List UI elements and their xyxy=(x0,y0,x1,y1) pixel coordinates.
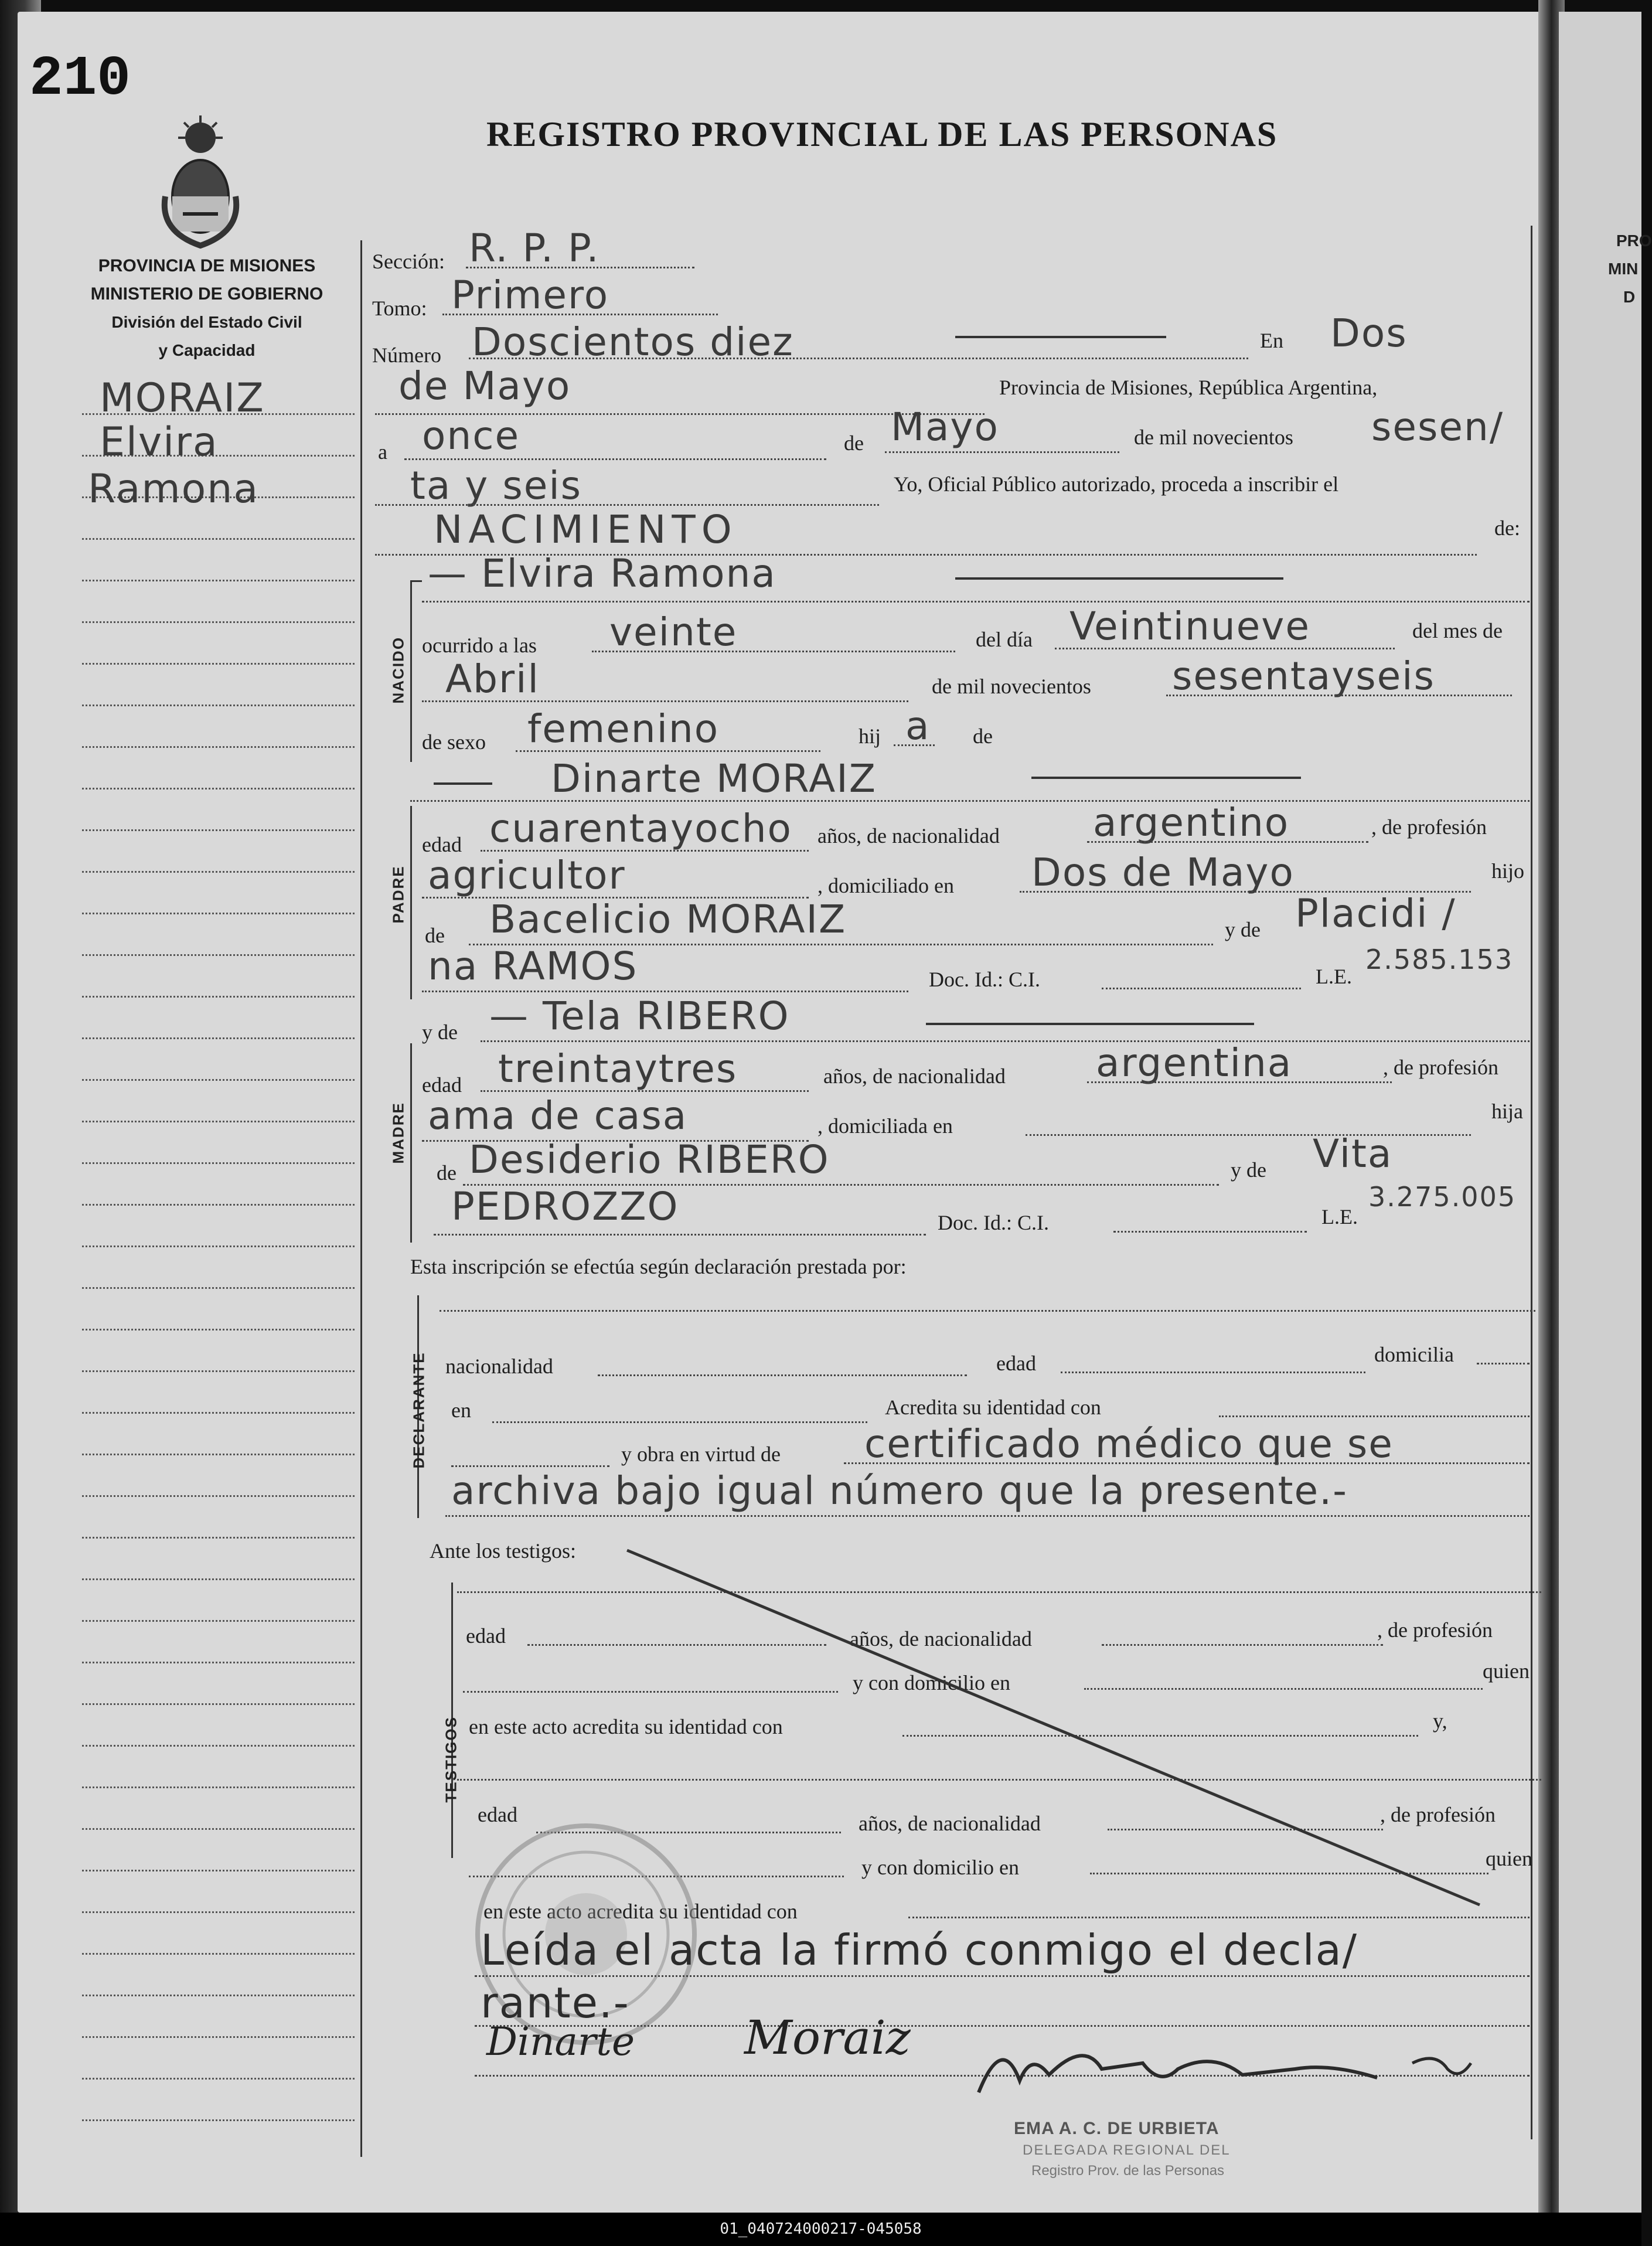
father-hijo-label: hijo xyxy=(1491,859,1525,883)
margin-rule-line xyxy=(82,1162,355,1164)
closing-line-1-rule xyxy=(475,1975,1530,1977)
birth-year-line xyxy=(1166,695,1512,696)
page-number: 210 xyxy=(29,47,131,111)
father-edad-value: cuarentayocho xyxy=(489,806,792,851)
declarante-name-line xyxy=(440,1310,1535,1312)
hour-value: veinte xyxy=(609,610,738,655)
testigo2-nac-label: años, de nacionalidad xyxy=(859,1812,1041,1835)
mother-edad-value: treintaytres xyxy=(498,1046,738,1091)
a-label: a xyxy=(378,440,387,464)
mother-nac-line xyxy=(1087,1081,1392,1083)
father-name-line xyxy=(410,800,1530,802)
declarante-acredita-line xyxy=(1219,1415,1530,1417)
margin-rule-line xyxy=(82,913,355,914)
hij-de-label: de xyxy=(973,724,993,748)
margin-rule-line xyxy=(82,705,355,706)
declarante-obra-line xyxy=(844,1462,1530,1464)
maternal-grandmother-1: Vita xyxy=(1313,1131,1393,1176)
month-value: Mayo xyxy=(891,404,999,450)
father-dom-label: , domiciliado en xyxy=(818,874,954,897)
mother-prof-value: ama de casa xyxy=(428,1093,688,1138)
margin-rule-line xyxy=(82,1703,355,1705)
maternal-grandmother-2: PEDROZZO xyxy=(451,1184,679,1229)
numero-value: Doscientos diez xyxy=(472,319,794,365)
seccion-label: Sección: xyxy=(372,250,445,273)
numero-label: Número xyxy=(372,343,441,367)
official-stamp-name: EMA A. C. DE URBIETA xyxy=(1014,2119,1220,2138)
testigo2-acredita-line xyxy=(908,1917,1530,1918)
declarant-signature-1: Dinarte xyxy=(486,2019,635,2064)
margin-rule-line xyxy=(82,1662,355,1663)
testigo2-acredita-label: en este acto acredita su identidad con xyxy=(483,1900,798,1923)
adjacent-page-text: MIN xyxy=(1608,260,1639,278)
hij-value: a xyxy=(905,703,931,748)
nacido-bracket xyxy=(410,580,412,762)
padre-dash-left xyxy=(434,782,492,785)
form-left-border xyxy=(360,240,362,2157)
declarante-dom-line-tail xyxy=(1477,1363,1530,1364)
nacido-bracket-top xyxy=(410,580,422,582)
mother-de-label: de xyxy=(437,1161,457,1185)
padre-section-label: PADRE xyxy=(389,865,407,924)
mother-hija-label: hija xyxy=(1491,1100,1523,1123)
margin-given-name: Elvira xyxy=(100,419,219,465)
en-value: Dos xyxy=(1330,311,1408,356)
year-value-2: ta y seis xyxy=(410,463,583,508)
province-text: Provincia de Misiones, República Argentina, xyxy=(999,376,1378,399)
declarante-obra-label: y obra en virtud de xyxy=(621,1442,781,1466)
father-edad-line xyxy=(481,850,809,852)
en-label: En xyxy=(1260,329,1283,352)
mother-doc-line xyxy=(1113,1231,1307,1233)
father-nac-line xyxy=(1087,841,1368,843)
margin-rule-line xyxy=(82,2119,355,2121)
birth-month-line xyxy=(422,700,908,702)
declarante-obra-value-1: certificado médico que se xyxy=(864,1421,1394,1466)
father-name: Dinarte MORAIZ xyxy=(551,756,877,801)
nacido-section-label: NACIDO xyxy=(389,636,407,704)
day-line xyxy=(404,458,826,460)
father-doc-line xyxy=(1102,988,1301,989)
father-doc-label: Doc. Id.: C.I. xyxy=(929,968,1040,991)
issuer-block xyxy=(78,252,336,365)
declarant-signature-2: Moraiz xyxy=(744,2010,911,2065)
declarante-en-line xyxy=(492,1421,867,1423)
testigo2-edad-label: edad xyxy=(478,1803,517,1826)
page-title: REGISTRO PROVINCIAL DE LAS PERSONAS xyxy=(486,115,1278,154)
mother-nac-label: años, de nacionalidad xyxy=(823,1064,1006,1088)
de-label: de xyxy=(844,431,864,455)
adjacent-page-text: D xyxy=(1623,288,1636,306)
margin-rule-line xyxy=(82,1245,355,1247)
margin-rule-line xyxy=(82,1412,355,1414)
father-de-label: de xyxy=(425,924,445,947)
ocurrido-label: ocurrido a las xyxy=(422,634,537,657)
mother-name-line xyxy=(481,1040,1530,1042)
birth-day-line xyxy=(1055,648,1395,649)
padre-bracket xyxy=(410,806,412,999)
mother-edad-label: edad xyxy=(422,1073,462,1097)
paternal-grandfather: Bacelicio MORAIZ xyxy=(489,897,847,942)
margin-rule-line xyxy=(82,1578,355,1580)
birth-year-label: de mil novecientos xyxy=(932,675,1091,698)
oficial-text: Yo, Oficial Público autorizado, proceda a inscribir el xyxy=(894,472,1339,496)
testigos-section-label: TESTIGOS xyxy=(442,1716,460,1803)
testigo1-nac-label: años, de nacionalidad xyxy=(850,1627,1032,1651)
mother-dom-line xyxy=(1026,1134,1471,1136)
margin-rule-line xyxy=(82,954,355,956)
hij-label: hij xyxy=(859,724,881,748)
margin-rule-line xyxy=(82,1911,355,1913)
del-dia-label: del día xyxy=(976,628,1033,651)
mother-y-de-label: y de xyxy=(1231,1158,1266,1182)
madre-dash xyxy=(926,1023,1254,1025)
tomo-value: Primero xyxy=(451,273,609,318)
margin-rule-line xyxy=(82,1537,355,1539)
mother-le-value: 3.275.005 xyxy=(1368,1181,1517,1213)
madre-y-de-label: y de xyxy=(422,1020,458,1044)
mother-nac-value: argentina xyxy=(1096,1040,1293,1085)
act-value: NACIMIENTO xyxy=(434,507,738,552)
nacido-name-dash xyxy=(955,577,1283,580)
margin-rule-line xyxy=(82,746,355,748)
ministry-name: MINISTERIO DE GOBIERNO xyxy=(90,284,323,304)
place-value: de Mayo xyxy=(398,363,571,409)
declarante-obra-value-2: archiva bajo igual número que la presente.- xyxy=(451,1468,1348,1513)
numero-line xyxy=(469,358,1248,359)
margin-rule-line xyxy=(82,2036,355,2038)
mother-doc-label: Doc. Id.: C.I. xyxy=(938,1211,1049,1234)
del-mes-label: del mes de xyxy=(1412,619,1503,642)
margin-rule-line xyxy=(82,996,355,998)
mother-edad-line xyxy=(481,1090,809,1092)
margin-rule-line xyxy=(82,1786,355,1788)
margin-rule-line xyxy=(82,2078,355,2080)
father-nac-label: años, de nacionalidad xyxy=(818,824,1000,848)
father-le-label: L.E. xyxy=(1316,965,1352,988)
official-signature-icon xyxy=(967,2028,1506,2110)
mother-dom-label: , domiciliada en xyxy=(818,1114,953,1138)
margin-rule-line xyxy=(82,1287,355,1289)
madre-bracket xyxy=(410,1043,412,1243)
birth-year-value: sesentayseis xyxy=(1172,654,1435,699)
padre-dash-right xyxy=(1031,777,1301,779)
form-right-tail xyxy=(1531,2098,1532,2139)
sexo-line xyxy=(516,750,820,752)
father-prof-label: , de profesión xyxy=(1371,815,1487,839)
scan-id-footer: 01_040724000217-045058 xyxy=(0,2213,1641,2246)
declarante-nac-line xyxy=(598,1374,967,1376)
declarante-section-label: DECLARANTE xyxy=(410,1352,428,1469)
mother-le-label: L.E. xyxy=(1321,1205,1358,1229)
father-dom-value: Dos de Mayo xyxy=(1031,850,1295,895)
paternal-grandmother-1: Placidi / xyxy=(1295,891,1456,936)
province-name: PROVINCIA DE MISIONES xyxy=(98,256,316,275)
margin-rule-line xyxy=(82,580,355,581)
margin-rule-line xyxy=(82,1370,355,1372)
declarante-intro: Esta inscripción se efectúa según declaración prestada por: xyxy=(410,1255,907,1278)
de-colon-label: de: xyxy=(1494,516,1520,540)
sexo-value: femenino xyxy=(527,706,720,751)
margin-rule-line xyxy=(82,538,355,540)
hour-line xyxy=(592,651,955,652)
testigo1-y-label: y, xyxy=(1433,1709,1447,1733)
mother-name: — Tela RIBERO xyxy=(489,993,790,1039)
adjacent-page-text: PRO xyxy=(1616,232,1652,250)
margin-rule-line xyxy=(82,1454,355,1455)
declarante-edad-label: edad xyxy=(996,1352,1036,1375)
father-y-de-label: y de xyxy=(1225,918,1261,941)
closing-line-2: rante.- xyxy=(481,1978,630,2027)
madre-section-label: MADRE xyxy=(389,1102,407,1164)
sexo-label: de sexo xyxy=(422,730,486,754)
tomo-label: Tomo: xyxy=(372,297,427,320)
month-line xyxy=(885,451,1119,453)
declarante-nac-label: nacionalidad xyxy=(445,1355,553,1378)
margin-rule-line xyxy=(82,1329,355,1330)
margin-rule-line xyxy=(82,829,355,831)
father-le-value: 2.585.153 xyxy=(1365,944,1514,975)
official-stamp-title: DELEGADA REGIONAL DEL xyxy=(1023,2142,1231,2158)
birth-month-value: Abril xyxy=(445,656,540,702)
maternal-grandfather: Desiderio RIBERO xyxy=(469,1137,830,1182)
seccion-line xyxy=(466,267,694,268)
father-edad-label: edad xyxy=(422,833,462,856)
mother-prof-label: , de profesión xyxy=(1383,1056,1498,1079)
margin-rule-line xyxy=(82,1745,355,1747)
strike-through-line xyxy=(621,1541,1488,1917)
margin-surname: MORAIZ xyxy=(100,375,265,421)
margin-rule-line xyxy=(82,1620,355,1622)
margin-rule-line xyxy=(82,1828,355,1830)
paternal-grandmother-2: na RAMOS xyxy=(428,944,638,989)
coat-of-arms-icon xyxy=(154,114,247,249)
margin-rule-line xyxy=(82,1495,355,1497)
tomo-line xyxy=(442,314,718,315)
nacido-name-line xyxy=(422,601,1530,603)
margin-rule-line xyxy=(82,1079,355,1081)
father-nac-value: argentino xyxy=(1093,800,1290,845)
margin-rule-line xyxy=(82,1204,355,1206)
margin-rule-line xyxy=(82,788,355,789)
closing-line-1: Leída el acta la firmó conmigo el decla/ xyxy=(481,1925,1358,1975)
declarante-dom-label: domicilia xyxy=(1374,1343,1454,1366)
birth-day-value: Veintinueve xyxy=(1069,604,1310,649)
margin-rule-line xyxy=(82,621,355,623)
numero-dash xyxy=(955,336,1166,338)
margin-rule-line xyxy=(82,663,355,665)
official-stamp-office: Registro Prov. de las Personas xyxy=(1031,2163,1225,2179)
testigo2-quien-label: quien xyxy=(1486,1847,1532,1870)
seccion-value: R. P. P. xyxy=(469,226,600,271)
testigo1-prof-label: , de profesión xyxy=(1377,1618,1493,1642)
declarante-obra-line-2 xyxy=(445,1515,1530,1517)
testigo1-quien-label: quien xyxy=(1483,1659,1530,1683)
testigo1-dom-label: y con domicilio en xyxy=(853,1671,1010,1694)
margin-rule-line xyxy=(82,1995,355,1996)
father-prof-value: agricultor xyxy=(428,853,626,898)
margin-rule-line xyxy=(82,1953,355,1955)
testigo2-dom-label: y con domicilio en xyxy=(861,1856,1019,1879)
margin-rule-line xyxy=(82,1121,355,1122)
testigo1-edad-label: edad xyxy=(466,1624,506,1648)
declarante-edad-line xyxy=(1061,1372,1365,1373)
margin-rule-line xyxy=(82,1037,355,1039)
declarante-acredita-label: Acredita su identidad con xyxy=(885,1396,1101,1419)
paternal-grandmother-line xyxy=(422,991,908,992)
year-value-1: sesen/ xyxy=(1371,404,1504,450)
declarante-en-label: en xyxy=(451,1398,471,1422)
year-line xyxy=(375,504,879,506)
maternal-grandmother-line xyxy=(434,1234,926,1236)
adjacent-page xyxy=(1559,12,1652,2213)
margin-given-name-2: Ramona xyxy=(88,466,260,512)
nacido-name: — Elvira Ramona xyxy=(428,551,776,596)
division-name-2: y Capacidad xyxy=(158,341,256,359)
year-label: de mil novecientos xyxy=(1134,426,1293,449)
division-name: División del Estado Civil xyxy=(111,313,302,331)
day-value: once xyxy=(422,413,520,458)
declarante-obra-line-left xyxy=(451,1465,609,1467)
testigo2-prof-label: , de profesión xyxy=(1380,1803,1496,1826)
margin-rule-line xyxy=(82,871,355,873)
testigos-intro: Ante los testigos: xyxy=(430,1539,576,1563)
margin-rule-line xyxy=(82,1870,355,1871)
testigo1-acredita-label: en este acto acredita su identidad con xyxy=(469,1715,783,1738)
hij-line xyxy=(894,744,935,746)
